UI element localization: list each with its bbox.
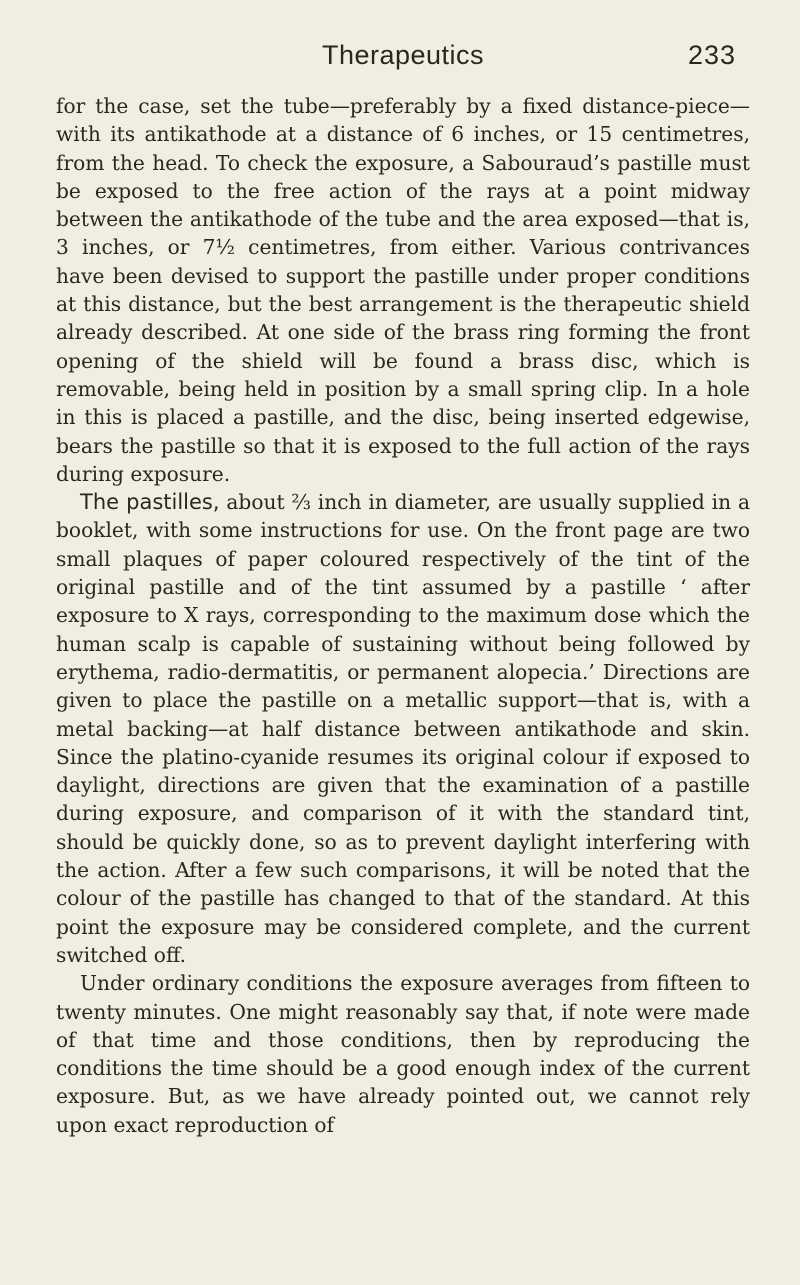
book-page (56, 40, 750, 1139)
paragraph-3: Under ordinary conditions the exposure averages from fifteen to twenty minutes. One might reasonably say that, if note were made of that time and those conditions, then by reproducing the conditions the time should be a good enough index of the current exposure. But, as we have already pointed out, we cannot rely upon exact reproduction of (56, 971, 750, 1137)
paragraph-1: for the case, set the tube—preferably by a fixed distance-piece—with its antikathode at a distance of 6 inches, or 15 centimetres, from the head. To check the exposure, a Sabouraud’s pastille must be exposed to the free action of the rays at a point midway between the antikathode of the tube and the area exposed—that is, 3 inches, or 7½ centimetres, from either. Various contrivances have been devised to support the pastille under proper conditions at this distance, but the best arrangement is the therapeutic shield already described. At one side of the brass ring forming the front opening of the shield will be found a brass disc, which is removable, being held in position by a small spring clip. In a hole in this is placed a pastille, and the disc, being inserted edgewise, bears the pastille so that it is exposed to the full action of the rays during exposure. (56, 94, 750, 486)
running-head (56, 40, 750, 92)
running-title: Therapeutics (321, 40, 485, 70)
body-text (56, 92, 750, 1139)
paragraph-2 (56, 488, 750, 969)
page-number: 233 (687, 40, 736, 70)
paragraph-2-text: about ⅔ inch in diameter, are usually supplied in a booklet, with some instructions for use. On the front page are two small plaques of paper coloured respectively of the tint of the original pastille and of the tint assumed by a pastille ‘ after exposure to X rays, corresponding to the maximum dose which the human scalp is capable of sustaining without being followed by erythema, radio-dermatitis, or permanent alopecia.’ Directions are given to place the pastille on a metallic support—that is, with a metal backing—at half distance between antikathode and skin. Since the platino-cyanide resumes its original colour if exposed to daylight, directions are given that the examination of a pastille during exposure, and comparison of it with the standard tint, should be quickly done, so as to prevent daylight interfering with the action. After a few such comparisons, it will be noted that the colour of the pastille has changed to that of the standard. At this point the exposure may be considered complete, and the current switched off. (56, 490, 750, 967)
runin-heading: The pastilles, (80, 490, 220, 515)
